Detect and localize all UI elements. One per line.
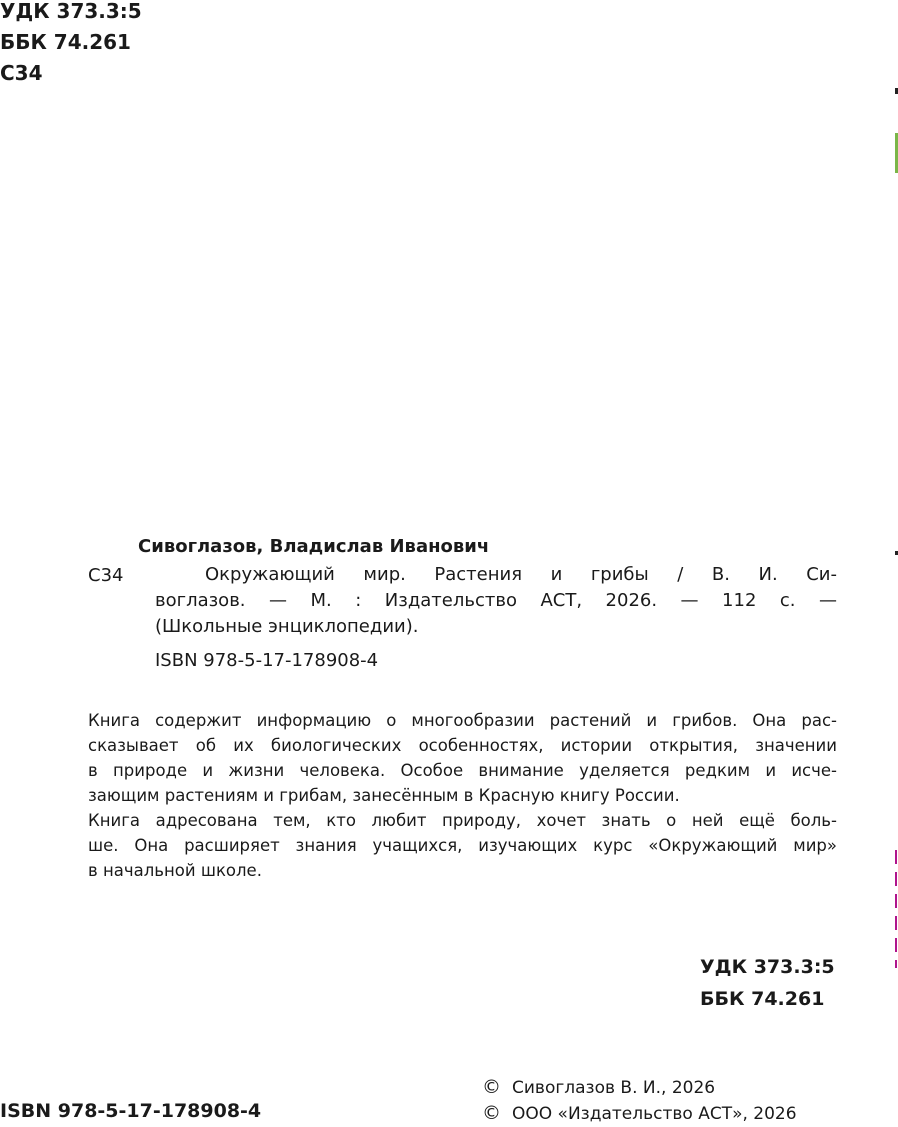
copyright-line (482, 1101, 797, 1127)
udk-code: УДК 373.3:5 (700, 956, 835, 978)
edge-mark (895, 850, 897, 968)
bbk-code: ББК 74.261 (0, 30, 131, 54)
copyright-icon: © (482, 1076, 501, 1098)
copyright-text: Сивоглазов В. И., 2026 (512, 1078, 716, 1098)
annotation-line: в начальной школе. (88, 861, 262, 880)
annotation-line: Книга содержит информацию о многообразии растений и грибов. Она рас- (88, 711, 837, 730)
isbn-number: ISBN 978-5-17-178908-4 (0, 1100, 262, 1122)
copyright-block (482, 1075, 797, 1127)
annotation-line: сказывает об их биологических особенностях, истории открытия, значении (88, 736, 837, 755)
udk-code: УДК 373.3:5 (0, 0, 142, 23)
annotation-line: в природе и жизни человека. Особое внимание уделяется редким и исче- (88, 761, 837, 780)
lower-classification-codes (700, 951, 835, 1015)
author-mark: С34 (0, 61, 43, 85)
bbk-code: ББК 74.261 (700, 988, 825, 1010)
book-annotation (88, 708, 837, 883)
catalog-description-line: (Школьные энциклопедии). (155, 616, 419, 637)
catalog-description-line: Окружающий мир. Растения и грибы / В. И. Си- (205, 564, 837, 585)
copyright-text: ООО «Издательство АСТ», 2026 (512, 1104, 797, 1124)
annotation-line: Книга адресована тем, кто любит природу, хочет знать о ней ещё боль- (88, 811, 837, 830)
annotation-line: зающим растениям и грибам, занесённым в Красную книгу России. (88, 786, 680, 805)
catalog-isbn: ISBN 978-5-17-178908-4 (155, 650, 379, 671)
copyright-icon: © (482, 1102, 501, 1124)
catalog-author-mark: С34 (88, 565, 124, 586)
catalog-description-line: воглазов. — М. : Издательство АСТ, 2026. — 112 с. — (155, 590, 837, 611)
annotation-line: ше. Она расширяет знания учащихся, изучающих курс «Окружающий мир» (88, 836, 837, 855)
catalog-description (155, 562, 837, 640)
catalog-author: Сивоглазов, Владислав Иванович (138, 536, 490, 557)
copyright-line (482, 1075, 797, 1101)
top-classification-codes (0, 0, 142, 89)
